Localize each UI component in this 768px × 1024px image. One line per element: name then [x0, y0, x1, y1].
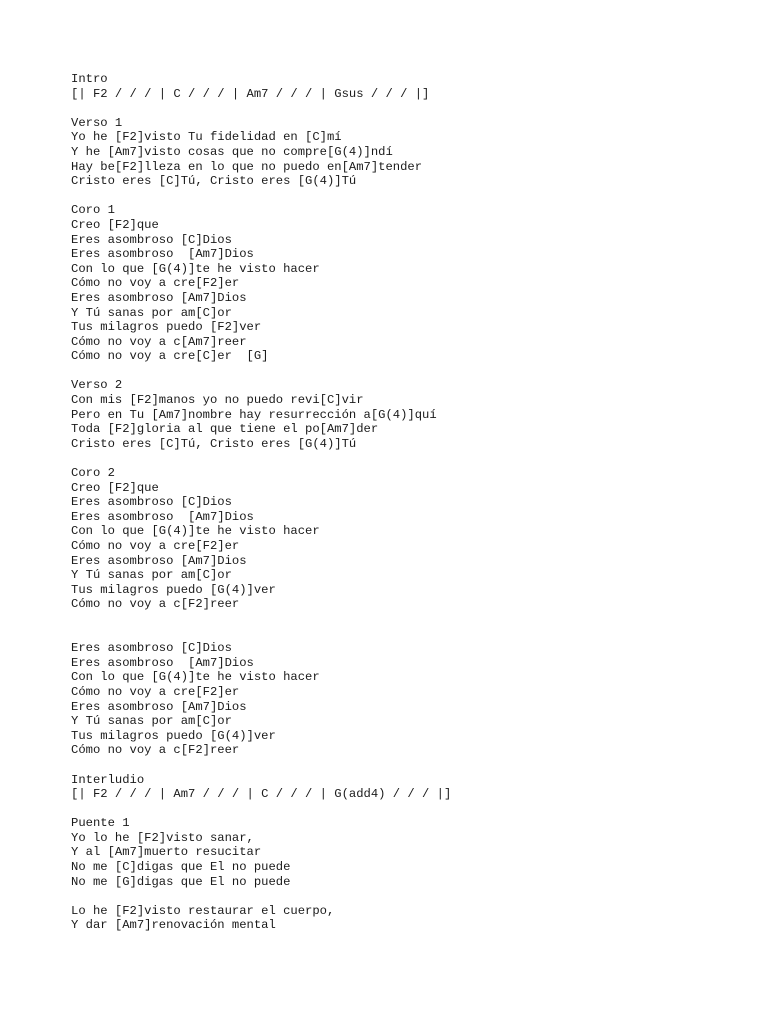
blank-line: [71, 451, 451, 466]
blank-line: [71, 758, 451, 773]
text-line: No me [G]digas que El no puede: [71, 874, 291, 889]
blank-line: [71, 364, 451, 379]
text-line: Eres asombroso [Am7]Dios: [71, 553, 247, 568]
text-line: Y Tú sanas por am[C]or: [71, 714, 232, 729]
text-line: Yo lo he [F2]visto sanar,: [71, 830, 254, 845]
text-line: Creo [F2]que: [71, 217, 159, 232]
blank-line: [71, 101, 451, 116]
text-line: Cómo no voy a cre[F2]er: [71, 684, 240, 699]
text-line: Toda [F2]gloria al que tiene el po[Am7]der: [71, 422, 379, 437]
text-line: Interludio: [71, 772, 145, 787]
text-line: Coro 1: [71, 203, 115, 218]
text-line: Verso 2: [71, 378, 123, 393]
text-line: [| F2 / / / | C / / / | Am7 / / / | Gsus / / / |]: [71, 86, 430, 101]
text-line: Cómo no voy a c[Am7]reer: [71, 334, 247, 349]
text-line: Y al [Am7]muerto resucitar: [71, 845, 262, 860]
text-line: [| F2 / / / | Am7 / / / | C / / / | G(add4) / / / |]: [71, 787, 452, 802]
text-line: Y he [Am7]visto cosas que no compre[G(4)]ndí: [71, 144, 393, 159]
blank-line: [71, 612, 451, 627]
text-line: Con lo que [G(4)]te he visto hacer: [71, 524, 320, 539]
text-line: Cómo no voy a cre[F2]er: [71, 539, 240, 553]
text-line: Hay be[F2]lleza en lo que no puedo en[Am7]tender: [71, 159, 423, 174]
text-line: Coro 2: [71, 466, 115, 481]
text-line: Eres asombroso [Am7]Dios: [71, 290, 247, 305]
blank-line: [71, 802, 451, 817]
text-line: Eres asombroso [Am7]Dios: [71, 509, 254, 524]
text-line: Intro: [71, 72, 108, 86]
text-line: Eres asombroso [Am7]Dios: [71, 699, 247, 714]
text-line: Cómo no voy a c[F2]reer: [71, 743, 240, 758]
text-line: Eres asombroso [C]Dios: [71, 495, 232, 510]
text-line: Eres asombroso [Am7]Dios: [71, 655, 254, 670]
text-line: Yo he [F2]visto Tu fidelidad en [C]mí: [71, 130, 342, 145]
text-line: Con lo que [G(4)]te he visto hacer: [71, 670, 320, 685]
blank-line: [71, 627, 451, 642]
text-line: No me [C]digas que El no puede: [71, 860, 291, 875]
text-line: Eres asombroso [C]Dios: [71, 641, 232, 656]
text-line: Eres asombroso [C]Dios: [71, 232, 232, 247]
text-line: Cómo no voy a cre[F2]er: [71, 276, 240, 291]
text-line: Tus milagros puedo [F2]ver: [71, 320, 262, 335]
text-line: Creo [F2]que: [71, 480, 159, 495]
text-line: Y Tú sanas por am[C]or: [71, 305, 232, 320]
blank-line: [71, 189, 451, 204]
blank-line: [71, 889, 451, 904]
text-line: Y Tú sanas por am[C]or: [71, 568, 232, 583]
text-line: Eres asombroso [Am7]Dios: [71, 247, 254, 262]
chord-sheet: [71, 72, 451, 933]
text-line: Pero en Tu [Am7]nombre hay resurrección a[G(4)]quí: [71, 407, 437, 422]
text-line: Verso 1: [71, 115, 123, 130]
text-line: Cristo eres [C]Tú, Cristo eres [G(4)]Tú: [71, 174, 357, 189]
text-line: Cómo no voy a c[F2]reer: [71, 597, 240, 612]
text-line: Y dar [Am7]renovación mental: [71, 918, 276, 933]
text-line: Lo he [F2]visto restaurar el cuerpo,: [71, 903, 335, 918]
text-line: Cristo eres [C]Tú, Cristo eres [G(4)]Tú: [71, 436, 357, 451]
text-line: Con mis [F2]manos yo no puedo revi[C]vir: [71, 393, 364, 408]
text-line: Con lo que [G(4)]te he visto hacer: [71, 261, 320, 276]
text-line: Tus milagros puedo [G(4)]ver: [71, 728, 276, 743]
text-line: Cómo no voy a cre[C]er [G]: [71, 349, 269, 364]
text-line: Puente 1: [71, 816, 130, 831]
text-line: Tus milagros puedo [G(4)]ver: [71, 582, 276, 597]
